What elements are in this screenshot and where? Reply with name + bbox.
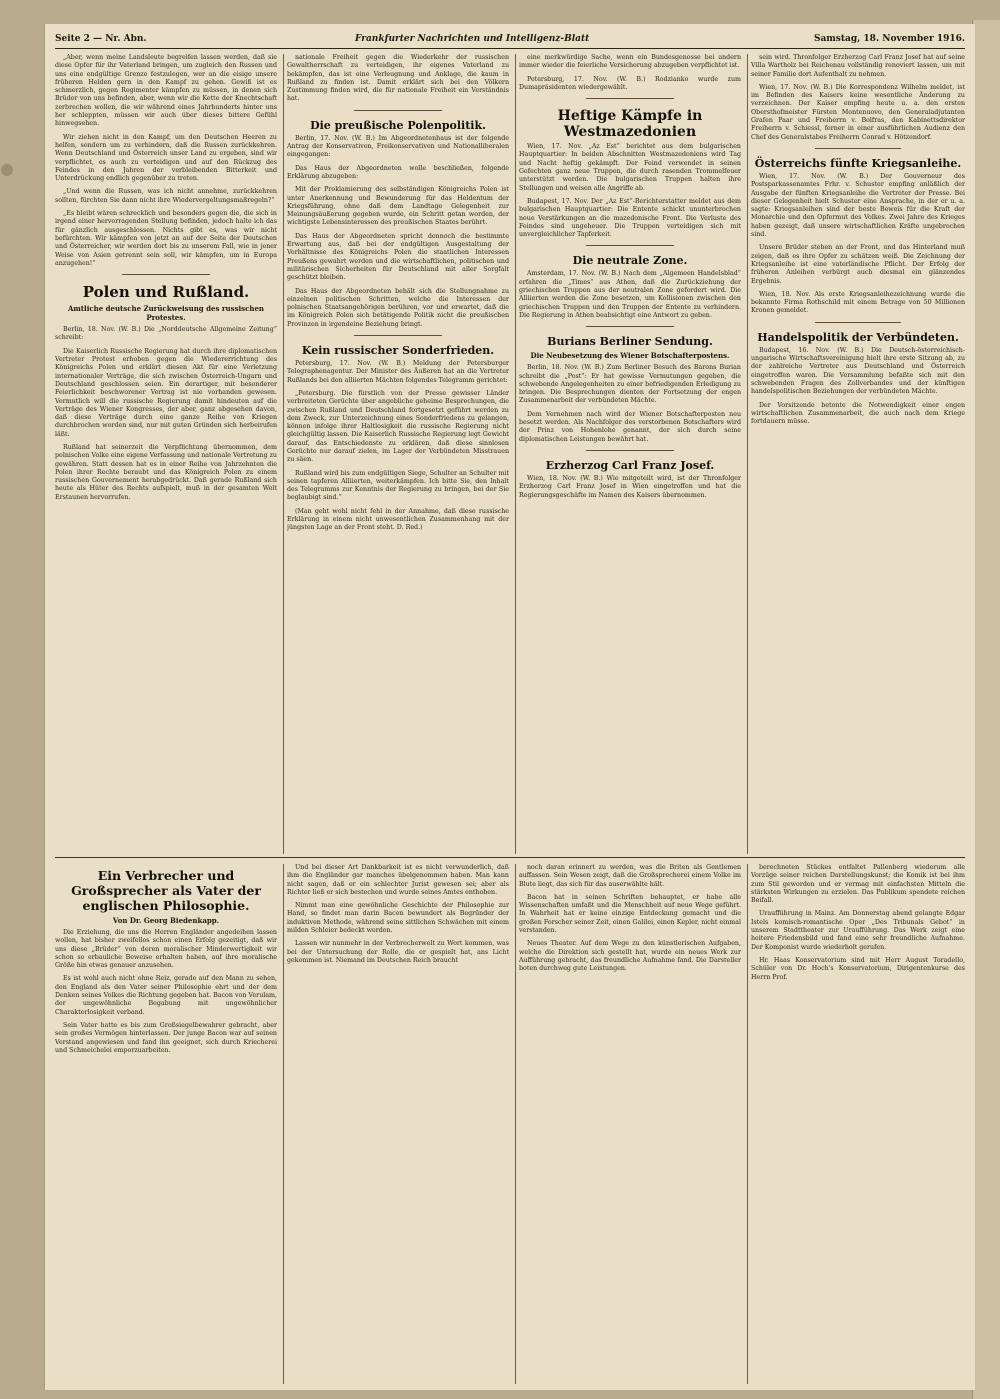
paragraph: Wien, 17. Nov. „Az Est“ berichtet aus dem bulgarischen Hauptquartier: In beiden Abschnitten Westmazedoniens wird Tag und Nacht heftig gekämpft. Der Feind verwendet in seinen Gefechten ganz neue Truppen, die durch rasenden Trommelfeuer unterstützt werden. Die bulgarischen Truppen halten ihre Stellungen und weisen alle Angriffe ab. (519, 143, 741, 192)
paragraph: Unsere Brüder stehen an der Front, und das Hinterland muß zeigen, daß es ihre Opfer zu schätzen weiß. Die Zeichnung der Kriegsanleihe ist eine vaterländische Pflicht. Der Erfolg der früheren Anleihen verbürgt auch diesmal ein glänzendes Ergebnis. (751, 244, 965, 285)
paragraph: Petersburg, 17. Nov. (W. B.) Meldung der Petersburger Telegraphenagentur. Der Minister des Äußeren hat an die Vertreter Rußlands bei den alliierten Mächten folgendes Telegramm gerichtet: (287, 360, 509, 384)
headline-polenpolitik: Die preußische Polenpolitik. (310, 118, 486, 132)
paragraph: berechneten Stückes entfaltet Pallenberg wiederum alle Vorzüge seiner reichen Darstellungskunst; die Komik ist bei ihm zum Stil geworden und er vermag mit einfachsten Mitteln die stärksten Wirkungen zu erzielen. Das Publikum spendete reichen Beifall. (751, 864, 965, 905)
headline-sonderfrieden: Kein russischer Sonderfrieden. (301, 344, 495, 358)
paragraph: Der Vorsitzende betonte die Notwendigkeit einer engen wirtschaftlichen Zusammenarbeit, die auch nach dem Kriege fortdauern müsse. (751, 401, 965, 426)
headline-erzherzog: Erzherzog Carl Franz Josef. (545, 458, 715, 472)
paragraph: Wir ziehen nicht in den Kampf, um den Deutschen Heeren zu helfen, sondern um zu verhindern, daß die Russen zurückkehren. Wenn Deutschland und Österreich unser Land zu ergeben, sind wir verpflichtet, es auch zu verteidigen und auf den Rückzug des Feindes in den Jahren der verbleibenden Bitterkeit und Unterdrückung endlich gegenüber zu treten. (55, 133, 277, 183)
paragraph: Budapest, 16. Nov. (W. B.) Die Deutsch-österreichisch-ungarische Wirtschaftsvereinigung hielt ihre erste Sitzung ab, zu der zahlreiche Vertreter aus Deutschland und Österreich eingetroffen waren. Die Versammlung befaßte sich mit den schwebenden Fragen des Zollverbandes und der künftigen handelspolitischen Beziehungen der verbündeten Mächte. (751, 346, 965, 396)
paragraph: „Petersburg. Die fürstlich von der Presse gewisser Länder verbreiteten Gerüchte über angebliche geheime Besprechungen, die zwischen Rußland und Deutschland fortgesetzt geführt werden zu dem Zweck, zur Unterzeichnung eines Sonderfriedens zu gelangen, können infolge ihrer Haltlosigkeit die russische Regierung nicht gleichgültig lassen. Die Kaiserlich Russische Regierung legt Gewicht darauf, das Entschiedenste zu erklären, daß diese sinnlosen Gerüchte nur darauf zielen, im Lager der Verbündeten Misstrauen zu säen. (287, 389, 509, 464)
headline-neutrale-zone: Die neutrale Zone. (572, 254, 688, 268)
newspaper-page (44, 24, 975, 1390)
paragraph: nationale Freiheit gegen die Wiederkehr der russischen Gewaltherrschaft zu verteidigen, ihr eigenes Vaterland zu bekämpfen, das ist eine Verleugnung und Anklage, die kaum in Rußland zu finden ist. Damit erklärt sich bei den Völkern Zustimmung finden wird, die für nationale Freiheit ein Verständnis hat. (287, 54, 509, 103)
headline-polen-russland: Polen und Rußland. (82, 283, 250, 302)
paragraph: Rußland hat seinerzeit die Verpflichtung übernommen, dem polnischen Volke eine eigene Verfassung und nationale Vertretung zu gewähren. Statt dessen hat es in einer Reihe von Jahrzehnten die Polen ihrer Rechte beraubt und das Königreich Polen zu einem russischen Gouvernement herabgedrückt. Daß gerade Rußland sich heute als Hüter des Rechts aufspielt, muß in der gesamten Welt Erstaunen hervorrufen. (55, 443, 277, 501)
paragraph: eine merkwürdige Sache, wenn ein Bundesgenosse bei andern immer wieder die feierliche Versicherung abzugeben verpflichtet ist. (519, 54, 741, 70)
subheadline: Amtliche deutsche Zurückweisung des russischen Protestes. (67, 304, 265, 323)
newspaper-title: Frankfurter Nachrichten und Intelligenz-Blatt (355, 34, 590, 44)
paragraph: (Man geht wohl nicht fehl in der Annahme, daß diese russische Erklärung in einem nicht unwesentlichen Zusammenhang mit der jüngsten Lage an der Front steht. D. Red.) (287, 507, 509, 532)
divider (354, 335, 443, 336)
column-3 (519, 54, 748, 854)
paragraph: sein wird. Thronfolger Erzherzog Carl Franz Josef hat auf seine Villa Wartholz bei Reichenau vollständig renoviert lassen, um mit seiner Familie dort Aufenthalt zu nehmen. (751, 54, 965, 78)
paragraph: Rußland wird bis zum endgültigen Siege, Schulter an Schulter mit seinen tapferen Alliierten, weiterkämpfen. Ich bitte Sie, den Inhalt des Telegramms zur Kenntnis der Regierung zu bringen, bei der Sie beglaubigt sind.“ (287, 469, 509, 502)
headline-westmazedonien: Heftige Kämpfe in Westmazedonien (557, 108, 703, 141)
headline-handelspolitik: Handelspolitik der Verbündeten. (757, 330, 959, 344)
divider (586, 450, 675, 451)
paragraph: Dem Vernehmen nach wird der Wiener Botschafterposten neu besetzt werden. Als Nachfolger des verstorbenen Botschafters wird der Prinz von Hohenlohe genannt, der sich durch seine diplomatischen Leistungen bewährt hat. (519, 410, 741, 443)
divider (586, 245, 675, 246)
feuilleton-column-1 (55, 864, 284, 1384)
divider (815, 322, 901, 323)
paragraph: Petersburg, 17. Nov. (W. B.) Rodzianko wurde zum Dumapräsidenten wiedergewählt. (519, 75, 741, 91)
headline-feuilleton: Ein Verbrecher und Großsprecher als Vater der englischen Philosophie. (71, 868, 261, 913)
masthead (55, 32, 965, 49)
divider (586, 98, 675, 99)
divider (354, 110, 443, 111)
paragraph: Mit der Proklamierung des selbständigen Königreichs Polen ist unter Anerkennung und Bewunderung für das Heldentum der Kriegsführung, ohne daß dem Landtage Gelegenheit zur Meinungsäußerung gegeben wurde, ein Schritt getan worden, der wichtigste Lebensinteressen des preußischen Staates berührt. (287, 186, 509, 227)
paragraph: Budapest, 17. Nov. Der „Az Est“-Berichterstatter meldet aus dem bulgarischen Hauptquartier: Die Entente schickt ununterbrochen neue Verstärkungen an die mazedonische Front. Die Verluste des Feindes sind ungeheuer. Die Truppen verteidigen sich mit unvergleichlicher Tapferkeit. (519, 197, 741, 239)
paragraph: „Es bleibt wären schrecklich und besonders gegen die, die sich in irgend einer hervorragenden Stellung befinden, jedoch halte ich das für gänzlich ausgeschlossen. Nichts gibt es, was wir nicht befürchten. Wir kämpfen von jetzt an auf der Seite der Deutschen und Österreicher, wir werden dort bis zu unserem Fall, wie in jener Weise von Asien getrennt sein soll, wir kämpfen, um in Europa anzugehen!“ (55, 210, 277, 267)
paragraph: Hr. Haas Konservatorium sind mit Herr August Toradello, Schüler von Dr. Hoch's Konservatorium, Dirigentenkurse des Herrn Prof. (751, 956, 965, 981)
paragraph: Wien, 17. Nov. (W. B.) Der Gouverneur des Postsparkassenamtes Frhr. v. Schuster empfing anläßlich der Ausgabe der fünften Kriegsanleihe die Vertreter der Presse. Bei dieser Gelegenheit hielt Schuster eine Ansprache, in der er u. a. sagte: Kriegsanleihen sind der beste Beweis für die Kraft der Monarchie und den Opfermut des Volkes. Zwei Jahre des Krieges haben gezeigt, daß unsere wirtschaftlichen Kräfte ungebrochen sind. (751, 172, 965, 239)
paragraph: Amsterdam, 17. Nov. (W. B.) Nach dem „Algemeen Handelsblad“ erfahren die „Times“ aus Athen, daß die Zurückziehung der griechischen Truppen aus der neutralen Zone gefordert wird. Die Alliierten werden die Zone besetzen, um Kollisionen zwischen den griechischen Truppen und den Truppen der Entente zu verhindern. Die Regierung in Athen beabsichtigt eine Antwort zu geben. (519, 270, 741, 319)
paragraph: Lassen wir nunmehr in der Verbrecherwelt zu Wort kommen, was bei der Untersuchung der Rolle, die er gespielt hat, ans Licht gekommen ist. Niemand im Deutschen Reich braucht (287, 940, 509, 964)
paragraph: Uraufführung in Mainz. Am Donnerstag abend gelangte Edgar Istels komisch-romantische Oper „Des Tribunals Gebot“ in unserem Stadttheater zur Uraufführung. Das Werk zeigt eine heitere Friedensbild und fand eine sehr freundliche Aufnahme. Der Komponist wurde wiederholt gerufen. (751, 910, 965, 951)
paragraph: noch daran erinnert zu werden, was die Briten als Gentlemen auffassen. Sein Wesen zeigt, daß die Großsprecherei einem Volke im Blute liegt, das sich für das auserwählte hält. (519, 864, 741, 888)
paragraph: Wien, 17. Nov. (W. B.) Die Korrespondenz Wilhelm meldet, ist im Befinden des Kaisers keine wesentliche Änderung zu verzeichnen. Der Kaiser empfing heute u. a. den ersten Obersthofmeister Fürsten Montenuovo, den Generaladjutanten Grafen Paar und Freiherrn v. Bolfras, den Kabinettsdirektor Freiherrn v. Schiessl, ferner in einer ausführlichen Audienz den Chef des Generalstabes Freiherrn Conrad v. Hötzendorf. (751, 83, 965, 141)
paragraph: Das Haus der Abgeordneten wolle beschließen, folgende Erklärung abzugeben: (287, 164, 509, 180)
issue-date: Samstag, 18. November 1916. (813, 34, 965, 44)
paragraph: Berlin, 17. Nov. (W. B.) Im Abgeordnetenhaus ist der folgende Antrag der Konservativen, Freikonservativen und Nationalliberalen eingegangen: (287, 134, 509, 159)
divider (815, 148, 901, 149)
paragraph: Neues Theater. Auf dem Wege zu den künstlerischen Aufgaben, welche die Direktion sich gestellt hat, wurde ein neues Werk zur Aufführung gebracht, das freundliche Aufnahme fand. Die Darsteller boten durchweg gute Leistungen. (519, 940, 741, 973)
feuilleton-column-3 (519, 864, 748, 1384)
paragraph: Berlin, 18. Nov. (W. B.) Die „Norddeutsche Allgemeine Zeitung“ schreibt: (55, 326, 277, 342)
paragraph: Die Kaiserlich Russische Regierung hat durch ihre diplomatischen Vertreter Protest erhoben gegen die Wiedererrichtung des Königreichs Polen und erklärt diesen Akt für eine Verletzung internationaler Verträge, die sich zwischen Österreich-Ungarn und Deutschland geschlossen seien. Ein derartiger, mit besonderer Feierlichkeit beschworener Vertrag ist nie vorhanden gewesen. Vermutlich will die russische Regierung damit hindeuten auf die Verträge des Wiener Kongresses, der aber, ganz abgesehen davon, daß diese Verträge durch eine ganze Reihe von Kriegen durchbrochen worden sind, nur mit guten Gründen sich herbeirufen läßt. (55, 347, 277, 438)
paragraph: Wien, 18. Nov. (W. B.) Wie mitgeteilt wird, ist der Thronfolger Erzherzog Carl Franz Josef in Wien eingetroffen und hat die Regierungsgeschäfte im Namen des Kaisers übernommen. (519, 474, 741, 499)
column-4 (751, 54, 965, 854)
paragraph: „Aber, wenn meine Landsleute begreifen lassen werden, daß sie diese Opfer für ihr Vaterland bringen, um zugleich den Russen und uns eine endgültige Grenze festzulegen, wer an die eisige unsere früheren Helden gern in den Kampf zu gehen. Gewiß ist es schmerzlich, gegen Regimenter kämpfen zu müssen, in denen sich Brüder von uns befinden, aber, wenn wir die Kette der Knechtschaft zerbrechen wollen, die wir während eines Jahrhunderts hinter uns her schleppten, müssen wir auch über dieses bittere Gefühl hinwegsehen. (55, 54, 277, 128)
paragraph: Nimmt man eine gewöhnliche Geschichte der Philosophie zur Hand, so findet man darin Bacon bewundert als Begründer der induktiven Methode, während seine sittlichen Schwächen mit einem milden Schleier bedeckt werden. (287, 902, 509, 935)
divider (122, 274, 211, 275)
subheadline: Die Neubesetzung des Wiener Botschafterpostens. (530, 351, 730, 361)
paragraph: Die Erziehung, die uns die Herren Engländer angedeihen lassen wollen, hat bisher zweifellos schon einen Erfolg gezeitigt, daß wir uns diese „Brüder“ von deren moralischer Minderwertigkeit wir schon so erbauliche Beweise erhalten haben, auf ihre moralische Größe hin etwas genauer anzusehen. (55, 929, 277, 970)
paragraph: Sein Vater hatte es bis zum Großsiegelbewahrer gebracht, aber sein großes Vermögen hinterlassen. Der junge Bacon war auf seinen Verstand angewiesen und fand ihn geeignet, sich durch Kriecherei und Schmeichelei emporzuarbeiten. (55, 1021, 277, 1054)
divider (586, 326, 675, 327)
paragraph: Berlin, 18. Nov. (W. B.) Zum Berliner Besuch des Barons Burian schreibt die „Post“: Er hat gewisse Vermutungen gegeben, die schwebende Angelegenheiten zu einer befriedigenden Erledigung zu bringen. Die Besprechungen dienten der Fortsetzung der engen Zusammenarbeit der verbündeten Mächte. (519, 364, 741, 405)
paragraph: Das Haus der Abgeordneten behält sich die Stellungnahme zu einzelnen politischen Schritten, welche die Interessen der polnischen Staatsangehörigen berühren, vor und erwartet, daß die im Königreich Polen sich betätigende Politik nicht die preußischen Provinzen in irgendeine Beziehung bringt. (287, 287, 509, 328)
feuilleton-rule (55, 857, 965, 858)
paragraph: Es ist wohl auch nicht ohne Reiz, gerade auf den Mann zu sehen, den England als den Vater seiner Philosophie ehrt und der dem Denken seines Volkes die Richtung gegeben hat. Bacon von Verulam, der ungewöhnliche Begabung mit ungewöhnlicher Charakterlosigkeit verband. (55, 975, 277, 1016)
column-1 (55, 54, 284, 854)
feuilleton-column-4 (751, 864, 965, 1384)
paragraph: Das Haus der Abgeordneten spricht dennoch die bestimmte Erwartung aus, daß bei der endgültigen Ausgestaltung der Verhältnisse des Königreichs Polen die staatlichen Interessen Preußens gewahrt werden und die wirtschaftlichen, politischen und militärischen Sicherheiten für Deutschland mit aller Sorgfalt geschützt bleiben. (287, 232, 509, 282)
paragraph: Und bei dieser Art Dankbarkeit ist es nicht verwunderlich, daß ihm die Engländer gar manches übelgenommen haben. Man kann nicht sagen, daß er ein schlechter Jurist gewesen sei; aber als Richter ließ er sich bestechen und wurde seines Amtes enthoben. (287, 864, 509, 896)
column-2 (287, 54, 516, 854)
adjacent-page-edge (972, 20, 1000, 1399)
feuilleton-column-2 (287, 864, 516, 1384)
paragraph: „Und wenn die Russen, was ich nicht annehme, zurückkehren sollten, fürchten Sie dann nicht ihre Wiedervergeltungsmaßregeln?“ (55, 188, 277, 204)
paragraph: Bacon hat in seinen Schriften behauptet, er habe alle Wissenschaften umfaßt und die Menschheit auf neue Wege geführt. In Wahrheit hat er keine einzige Entdeckung gemacht und die großen Forscher seiner Zeit, einen Galilei, einen Kepler, nicht einmal verstanden. (519, 893, 741, 935)
binding-hole (1, 164, 13, 176)
headline-kriegsanleihe: Österreichs fünfte Kriegsanleihe. (754, 156, 962, 170)
byline: Von Dr. Georg Biedenkapp. (112, 916, 220, 925)
page-number: Seite 2 — Nr. Abn. (55, 34, 147, 44)
headline-burian: Burians Berliner Sendung. (547, 335, 713, 349)
paragraph: Wien, 18. Nov. Als erste Kriegsanleihezeichnung wurde die bekannte Firma Rothschild mit einem Betrage von 50 Millionen Kronen gemeldet. (751, 290, 965, 315)
